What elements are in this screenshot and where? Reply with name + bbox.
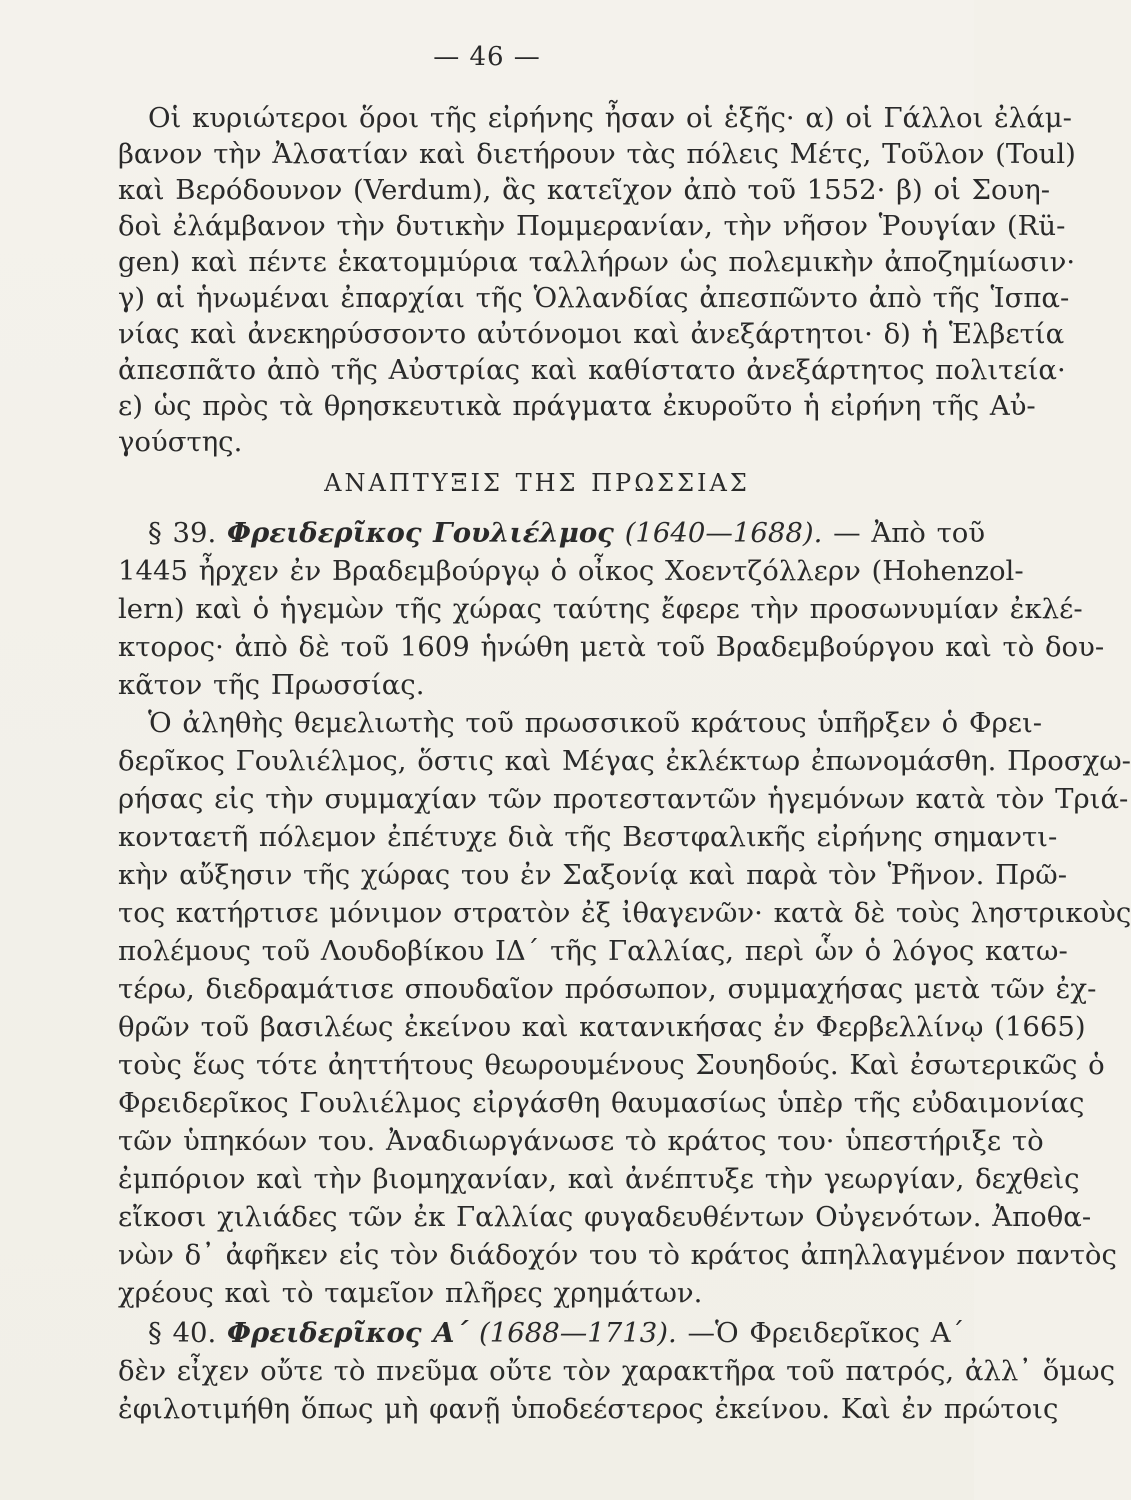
section-40-number: § 40. bbox=[148, 1317, 217, 1349]
text-line: γ) αἱ ἡνωμέναι ἐπαρχίαι τῆς Ὁλλανδίας ἀπεσπῶντο ἀπὸ τῆς Ἱσπα- bbox=[118, 282, 1070, 314]
text-line: Οἱ κυριώτεροι ὅροι τῆς εἰρήνης ἦσαν οἱ ἑξῆς· α) οἱ Γάλλοι ἐλάμ- bbox=[148, 102, 1072, 134]
section-40-years: (1688—1713). bbox=[479, 1317, 677, 1349]
text-line: κτορος· ἀπὸ δὲ τοῦ 1609 ἡνώθη μετὰ τοῦ Βραδεμβούργου καὶ τὸ δου- bbox=[118, 631, 1105, 663]
text-line: τῶν ὑπηκόων του. Ἀναδιωργάνωσε τὸ κράτος του· ὑπεστήριξε τὸ bbox=[118, 1125, 1044, 1157]
text-line: Ὁ ἀληθὴς θεμελιωτὴς τοῦ πρωσσικοῦ κράτους ὑπῆρξεν ὁ Φρει- bbox=[148, 707, 1043, 739]
text-line: δερῖκος Γουλιέλμος, ὅστις καὶ Μέγας ἐκλέκτωρ ἐπωνομάσθη. Προσχω- bbox=[118, 745, 1131, 777]
text-line: gen) καὶ πέντε ἑκατομμύρια ταλλήρων ὡς πολεμικὴν ἀποζημίωσιν· bbox=[118, 246, 1076, 278]
text-line: χρέους καὶ τὸ ταμεῖον πλῆρες χρημάτων. bbox=[118, 1277, 703, 1309]
text-line: εἴκοσι χιλιάδες τῶν ἐκ Γαλλίας φυγαδευθέντων Οὐγενότων. Ἀποθα- bbox=[118, 1201, 1092, 1233]
text-line: ε) ὡς πρὸς τὰ θρησκευτικὰ πράγματα ἐκυροῦτο ἡ εἰρήνη τῆς Αὐ- bbox=[118, 390, 1036, 422]
text-line: νίας καὶ ἀνεκηρύσσοντο αὐτόνομοι καὶ ἀνεξάρτητοι· δ) ἡ Ἑλβετία bbox=[118, 318, 1065, 350]
text-line: γούστης. bbox=[118, 426, 243, 458]
section-39-number: § 39. bbox=[148, 517, 217, 549]
text-line: 1445 ἦρχεν ἐν Βραδεμβούργῳ ὁ οἶκος Χοεντζόλλερν (Hohenzol- bbox=[118, 555, 1024, 587]
section-39-lead: — Ἀπὸ τοῦ bbox=[833, 517, 986, 549]
section-39-first-line bbox=[148, 513, 986, 553]
text-line: θρῶν τοῦ βασιλέως ἐκείνου καὶ κατανικήσας ἐν Φερβελλίνῳ (1665) bbox=[118, 1011, 1086, 1043]
section-40-first-line bbox=[148, 1313, 965, 1353]
section-40-lead: —Ὁ Φρειδερῖκος Α΄ bbox=[687, 1317, 965, 1349]
section-39-title: Φρειδερῖκος Γουλιέλμος bbox=[226, 517, 614, 549]
text-line: κὴν αὔξησιν τῆς χώρας του ἐν Σαξονίᾳ καὶ παρὰ τὸν Ῥῆνον. Πρῶ- bbox=[118, 859, 1067, 891]
text-line: ἐμπόριον καὶ τὴν βιομηχανίαν, καὶ ἀνέπτυξε τὴν γεωργίαν, δεχθεὶς bbox=[118, 1163, 1080, 1195]
text-line: τοὺς ἕως τότε ἀηττήτους θεωρουμένους Σουηδούς. Καὶ ἐσωτερικῶς ὁ bbox=[118, 1049, 1105, 1081]
text-line: κονταετῆ πόλεμον ἐπέτυχε διὰ τῆς Βεστφαλικῆς εἰρήνης σημαντι- bbox=[118, 821, 1058, 853]
section-39-years: (1640—1688). bbox=[624, 517, 823, 549]
page-number: — 46 — bbox=[433, 42, 541, 72]
text-line: πολέμους τοῦ Λουδοβίκου ΙΔ΄ τῆς Γαλλίας, περὶ ὧν ὁ λόγος κατω- bbox=[118, 935, 1068, 967]
text-line: ἐφιλοτιμήθη ὅπως μὴ φανῇ ὑποδεέστερος ἐκείνου. Καὶ ἐν πρώτοις bbox=[118, 1393, 1059, 1425]
text-line: lern) καὶ ὁ ἡγεμὼν τῆς χώρας ταύτης ἔφερε τὴν προσωνυμίαν ἐκλέ- bbox=[118, 593, 1083, 625]
text-line: κᾶτον τῆς Πρωσσίας. bbox=[118, 669, 425, 701]
text-line: βανον τὴν Ἀλσατίαν καὶ διετήρουν τὰς πόλεις Μέτς, Τοῦλον (Toul) bbox=[118, 138, 1076, 170]
text-line: Φρειδερῖκος Γουλιέλμος εἰργάσθη θαυμασίως ὑπὲρ τῆς εὐδαιμονίας bbox=[118, 1087, 1085, 1119]
text-line: τέρω, διεδραμάτισε σπουδαῖον πρόσωπον, συμμαχήσας μετὰ τῶν ἐχ- bbox=[118, 973, 1097, 1005]
text-line: τος κατήρτισε μόνιμον στρατὸν ἐξ ἰθαγενῶν· κατὰ δὲ τοὺς ληστρικοὺς bbox=[118, 897, 1131, 929]
text-line: δὲν εἶχεν οὔτε τὸ πνεῦμα οὔτε τὸν χαρακτῆρα τοῦ πατρός, ἀλλ᾽ ὅμως bbox=[118, 1355, 1116, 1387]
text-line: ρήσας εἰς τὴν συμμαχίαν τῶν προτεσταντῶν ἡγεμόνων κατὰ τὸν Τριά- bbox=[118, 783, 1129, 815]
text-line: νὼν δ᾽ ἀφῆκεν εἰς τὸν διάδοχόν του τὸ κράτος ἀπηλλαγμένον παντὸς bbox=[118, 1239, 1117, 1271]
text-line: δοὶ ἐλάμβανον τὴν δυτικὴν Πομμερανίαν, τὴν νῆσον Ῥουγίαν (Rü- bbox=[118, 210, 1066, 242]
text-line: ἀπεσπᾶτο ἀπὸ τῆς Αὐστρίας καὶ καθίστατο ἀνεξάρτητος πολιτεία· bbox=[118, 354, 1066, 386]
text-line: καὶ Βερόδουνον (Verdum), ἃς κατεῖχον ἀπὸ τοῦ 1552· β) οἱ Σουη- bbox=[118, 174, 1051, 206]
section-heading: ΑΝΑΠΤΥΞΙΣ ΤΗΣ ΠΡΩΣΣΙΑΣ bbox=[324, 469, 750, 497]
section-40-title: Φρειδερῖκος Α΄ bbox=[226, 1317, 469, 1349]
